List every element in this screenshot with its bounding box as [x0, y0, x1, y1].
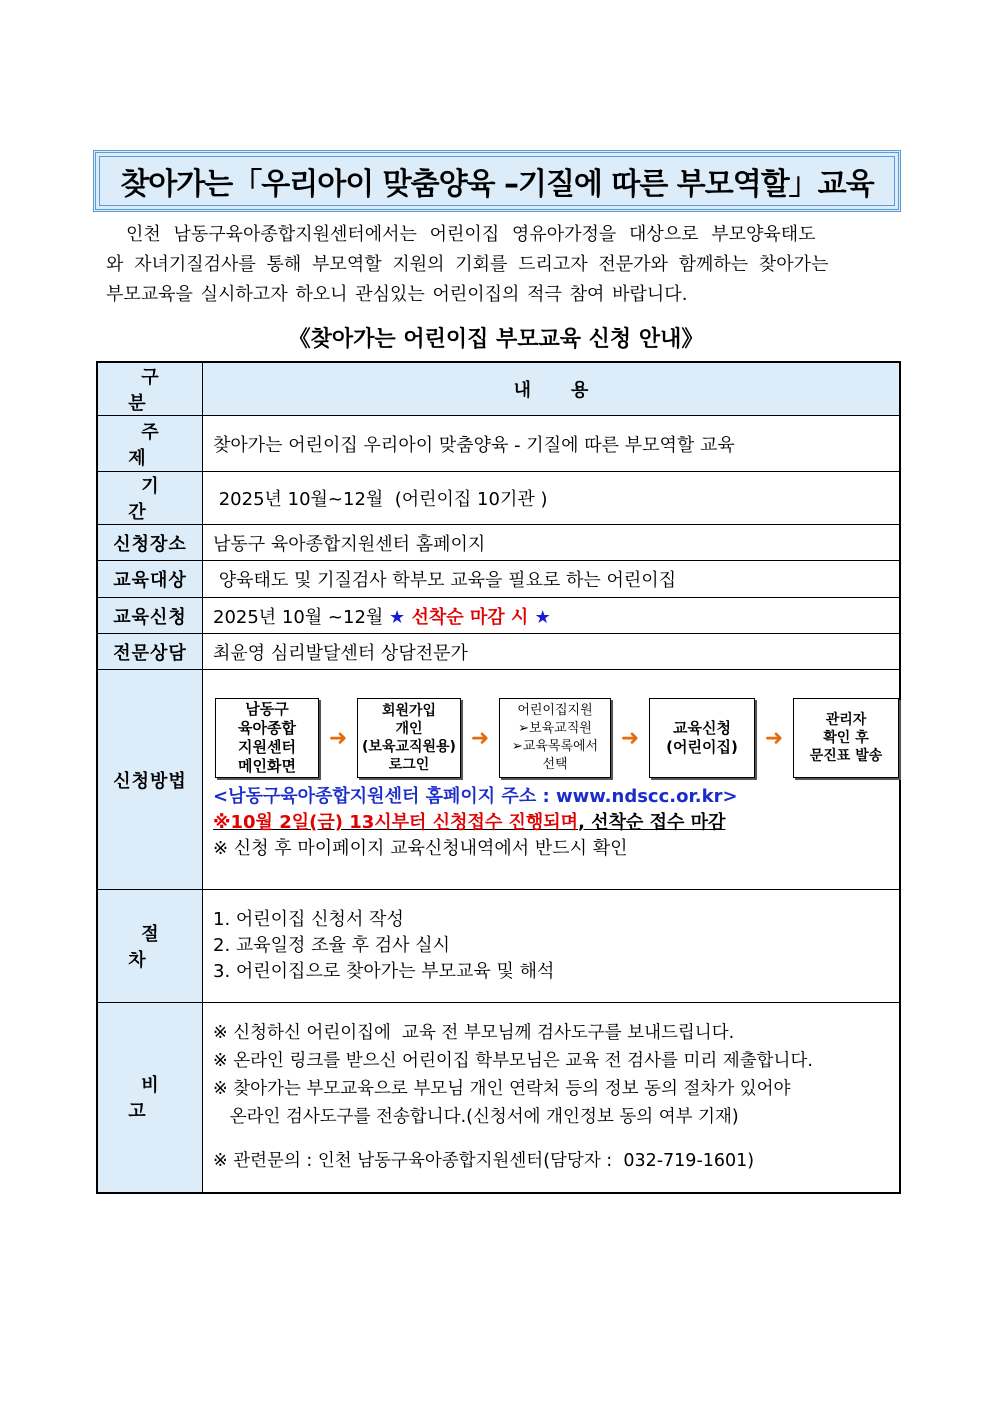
- remarks-content: [203, 1003, 901, 1193]
- title-box: [93, 150, 901, 212]
- procedure-row: [97, 890, 900, 1003]
- notice-red: ※10월 2일(금) 13시부터 신청접수 진행되며: [213, 812, 579, 833]
- method-label: 신청방법: [97, 670, 203, 890]
- remarks-label: 비고: [128, 1075, 185, 1123]
- info-table: [96, 361, 901, 1194]
- homepage-address: <남동구육아종합지원센터 홈페이지 주소 : www.ndscc.or.kr>: [213, 786, 738, 807]
- header-label: 구분: [128, 367, 185, 414]
- method-content: [203, 670, 901, 890]
- star-icon: ★: [534, 606, 551, 628]
- procedure-item: 2. 교육일정 조율 후 검사 실시: [213, 935, 451, 956]
- star-icon: ★: [389, 606, 406, 628]
- intro-line: 인천 남동구육아종합지원센터에서는 어린이집 영유아가정을 대상으로 부모양육태도: [126, 224, 816, 245]
- row-label: 교육대상: [97, 561, 203, 598]
- row-label: 교육신청: [97, 598, 203, 634]
- header-label-cell: [97, 362, 203, 416]
- contact-line: ※ 관련문의 : 인천 남동구육아종합지원센터(담당자 : 032-719-1601): [213, 1151, 755, 1172]
- arrow-right-icon: ➜: [470, 725, 490, 751]
- table-row: [97, 561, 900, 598]
- procedure-label: 절차: [128, 924, 185, 971]
- row-label: 기간: [128, 476, 185, 523]
- table-row: [97, 598, 900, 634]
- procedure-item: 3. 어린이집으로 찾아가는 부모교육 및 해석: [213, 961, 555, 982]
- intro-line: 와 자녀기질검사를 통해 부모역할 지원의 기회를 드리고자 전문가와 함께하는 찾아가는: [106, 254, 829, 275]
- notice-black: , 선착순 접수 마감: [578, 812, 726, 833]
- intro-line: 부모교육을 실시하고자 하오니 관심있는 어린이집의 적극 참여 바랍니다.: [106, 284, 688, 305]
- flow-step-3: 어린이집지원 ➢보육교직원 ➢교육목록에서 선택: [499, 698, 611, 778]
- remark-line: ※ 신청하신 어린이집에 교육 전 부모님께 검사도구를 보내드립니다.: [213, 1023, 735, 1044]
- row-value: 2025년 10월 ~12월: [213, 606, 390, 628]
- row-value: 최윤영 심리발달센터 상담전문가: [203, 634, 901, 670]
- procedure-item: 1. 어린이집 신청서 작성: [213, 909, 404, 930]
- remark-line: ※ 온라인 링크를 받으신 어린이집 학부모님은 교육 전 검사를 미리 제출합니다.: [213, 1051, 813, 1072]
- procedure-label-cell: [97, 890, 203, 1003]
- method-row: [97, 670, 900, 890]
- confirm-notice: ※ 신청 후 마이페이지 교육신청내역에서 반드시 확인: [213, 838, 628, 859]
- row-value: 찾아가는 어린이집 우리아이 맞춤양육 - 기질에 따른 부모역할 교육: [203, 416, 901, 472]
- section-subtitle: 《찾아가는 어린이집 부모교육 신청 안내》: [288, 327, 704, 352]
- row-label-cell: [97, 416, 203, 472]
- row-value: 2025년 10월~12월 (어린이집 10기관 ): [203, 472, 901, 525]
- flow-step-2: 회원가입 개인 (보육교직원용) 로그인: [357, 698, 461, 778]
- header-content: 내용: [513, 380, 629, 401]
- application-notice: [213, 810, 899, 836]
- row-label: 주제: [128, 421, 185, 469]
- row-value: 남동구 육아종합지원센터 홈페이지: [203, 525, 901, 561]
- intro-paragraph: [106, 220, 892, 310]
- header-content-cell: [203, 362, 901, 416]
- row-value-cell: [203, 598, 901, 634]
- table-row: [97, 525, 900, 561]
- remarks-row: [97, 1003, 900, 1193]
- page-title: 찾아가는「우리아이 맞춤양육 –기질에 따른 부모역할」교육: [120, 167, 874, 202]
- arrow-right-icon: ➜: [764, 725, 784, 751]
- procedure-content: [203, 890, 901, 1003]
- flow-step-4: 교육신청 (어린이집): [649, 698, 755, 778]
- deadline-highlight: 선착순 마감 시: [405, 606, 535, 628]
- remark-line: 온라인 검사도구를 전송합니다.(신청서에 개인정보 동의 여부 기재): [213, 1107, 739, 1128]
- table-header-row: [97, 362, 900, 416]
- row-label: 전문상담: [97, 634, 203, 670]
- flow-step-5: 관리자 확인 후 문진표 발송: [793, 698, 899, 778]
- arrow-right-icon: ➜: [328, 725, 348, 751]
- application-flow: [215, 698, 899, 778]
- remark-line: ※ 찾아가는 부모교육으로 부모님 개인 연락처 등의 정보 동의 절차가 있어야: [213, 1079, 791, 1100]
- table-row: [97, 416, 900, 472]
- flow-step-1: 남동구 육아종합 지원센터 메인화면: [215, 698, 319, 778]
- row-label: 신청장소: [97, 525, 203, 561]
- table-row: [97, 634, 900, 670]
- row-label-cell: [97, 472, 203, 525]
- table-row: [97, 472, 900, 525]
- row-value: 양육태도 및 기질검사 학부모 교육을 필요로 하는 어린이집: [203, 561, 901, 598]
- arrow-right-icon: ➜: [620, 725, 640, 751]
- remarks-label-cell: [97, 1003, 203, 1193]
- remark-spacer: [213, 1131, 899, 1147]
